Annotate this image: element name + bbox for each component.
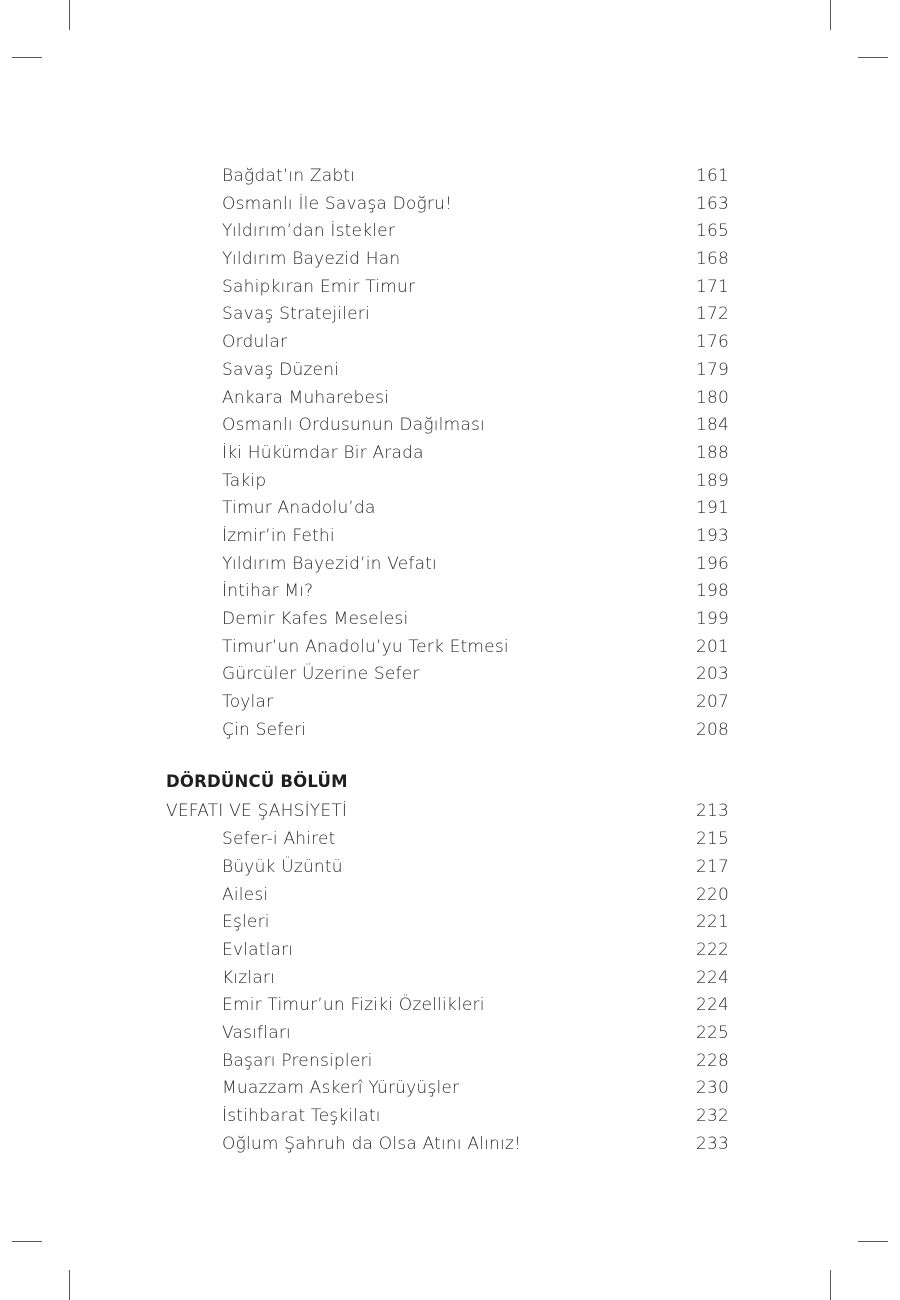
toc-entry[interactable] [0, 1020, 900, 1048]
crop-mark-top-right-horizontal [858, 57, 888, 58]
toc-entry-page-number: 201 [695, 636, 729, 657]
toc-section-row[interactable] [0, 798, 900, 826]
crop-mark-bottom-right-horizontal [858, 1241, 888, 1242]
toc-entry-page-number: 184 [695, 415, 729, 436]
toc-entry-page-number: 189 [695, 470, 729, 491]
toc-entry-title: İntihar Mı? [222, 581, 314, 602]
toc-entry-page-number: 163 [695, 193, 729, 214]
toc-entry[interactable] [0, 689, 900, 717]
crop-mark-bottom-left-vertical [69, 1270, 70, 1300]
toc-entry[interactable] [0, 301, 900, 329]
toc-entry-page-number: 228 [695, 1050, 729, 1071]
toc-entry-page-number: 215 [695, 829, 729, 850]
toc-entry-title: Emir Timur’un Fiziki Özellikleri [222, 995, 485, 1016]
crop-mark-top-right-vertical [830, 0, 831, 30]
toc-entry[interactable] [0, 274, 900, 302]
toc-entry-title: Demir Kafes Meselesi [222, 609, 409, 629]
part-heading [0, 770, 900, 798]
crop-mark-top-left-horizontal [12, 57, 42, 58]
toc-entry-title: Bağdat’ın Zabtı [222, 166, 356, 186]
toc-entry[interactable] [0, 1048, 900, 1076]
toc-entry[interactable] [0, 1103, 900, 1131]
toc-entry[interactable] [0, 523, 900, 551]
toc-entry-title: Osmanlı Ordusunun Dağılması [222, 415, 485, 436]
toc-entry[interactable] [0, 246, 900, 274]
toc-entry[interactable] [0, 329, 900, 357]
toc-entry-title: Toylar [222, 692, 274, 713]
crop-mark-bottom-right-vertical [830, 1270, 831, 1300]
toc-entry[interactable] [0, 163, 900, 191]
toc-entry-page-number: 171 [695, 276, 729, 297]
toc-entry[interactable] [0, 412, 900, 440]
toc-entry[interactable] [0, 937, 900, 965]
toc-entry-title: Savaş Düzeni [222, 359, 340, 380]
toc-entry-title: Vasıfları [222, 1022, 291, 1043]
toc-entry-page-number: 224 [695, 995, 729, 1016]
toc-entry[interactable] [0, 468, 900, 496]
toc-entry-title: Kızları [222, 967, 276, 988]
toc-entry-page-number: 180 [695, 387, 729, 408]
toc-entry-page-number: 208 [695, 719, 729, 740]
toc-entry[interactable] [0, 578, 900, 606]
toc-entry-page-number: 232 [695, 1106, 729, 1126]
toc-list-part4 [0, 826, 900, 1158]
toc-entry-page-number: 176 [695, 332, 729, 353]
toc-entry-title: Ankara Muharebesi [222, 387, 390, 408]
toc-entry-page-number: 161 [695, 166, 729, 186]
toc-entry-title: Yıldırım Bayezid’in Vefatı [222, 553, 437, 574]
toc-entry-page-number: 224 [695, 967, 729, 988]
toc-entry[interactable] [0, 992, 900, 1020]
toc-entry-page-number: 179 [695, 359, 729, 380]
toc-entry-page-number: 168 [695, 249, 729, 270]
toc-entry[interactable] [0, 495, 900, 523]
crop-mark-top-left-vertical [69, 0, 70, 30]
toc-entry-title: Timur’un Anadolu’yu Terk Etmesi [222, 636, 509, 657]
toc-entry[interactable] [0, 826, 900, 854]
toc-entry-title: Takip [222, 470, 267, 491]
toc-list-part3 [0, 163, 900, 744]
toc-entry-title: Yıldırım’dan İstekler [222, 221, 396, 242]
toc-entry-title: Timur Anadolu’da [222, 498, 376, 519]
toc-entry-title: Gürcüler Üzerine Sefer [222, 664, 420, 685]
toc-entry[interactable] [0, 909, 900, 937]
crop-mark-bottom-left-horizontal [12, 1241, 42, 1242]
toc-entry-title: Oğlum Şahruh da Olsa Atını Alınız! [222, 1133, 522, 1154]
toc-entry[interactable] [0, 717, 900, 745]
toc-entry-title: Evlatları [222, 939, 294, 960]
toc-entry[interactable] [0, 218, 900, 246]
part-heading-label: DÖRDÜNCÜ BÖLÜM [166, 772, 348, 792]
toc-entry-page-number: 165 [695, 221, 729, 242]
toc-entry-page-number: 220 [695, 884, 729, 905]
toc-entry-title: Ailesi [222, 884, 269, 905]
toc-entry-page-number: 233 [695, 1133, 729, 1154]
toc-entry-title: Büyük Üzüntü [222, 856, 343, 877]
toc-entry[interactable] [0, 1075, 900, 1103]
toc-section-title: VEFATI VE ŞAHSİYETİ [166, 801, 348, 822]
toc-entry-page-number: 191 [695, 498, 729, 519]
toc-entry-title: Yıldırım Bayezid Han [222, 249, 401, 270]
toc-entry[interactable] [0, 882, 900, 910]
toc-entry-page-number: 193 [695, 525, 729, 546]
toc-entry[interactable] [0, 661, 900, 689]
toc-entry-title: Sefer-i Ahiret [222, 829, 336, 850]
toc-entry[interactable] [0, 551, 900, 579]
toc-entry[interactable] [0, 357, 900, 385]
toc-entry-title: Sahipkıran Emir Timur [222, 276, 416, 297]
toc-entry-page-number: 188 [695, 442, 729, 463]
toc-entry[interactable] [0, 191, 900, 219]
table-of-contents [0, 163, 900, 1158]
toc-entry-title: İstihbarat Teşkilatı [222, 1106, 381, 1126]
toc-entry-page-number: 199 [695, 609, 729, 629]
toc-entry-title: Savaş Stratejileri [222, 304, 370, 325]
toc-entry-title: Osmanlı İle Savaşa Doğru! [222, 193, 453, 214]
toc-entry[interactable] [0, 1131, 900, 1159]
toc-entry-title: Çin Seferi [222, 719, 307, 740]
toc-entry[interactable] [0, 634, 900, 662]
toc-entry-page-number: 230 [695, 1078, 729, 1099]
toc-entry[interactable] [0, 854, 900, 882]
toc-entry-title: İzmir’in Fethi [222, 525, 335, 546]
toc-entry-page-number: 221 [695, 912, 729, 933]
toc-entry-page-number: 172 [695, 304, 729, 325]
toc-entry-title: Başarı Prensipleri [222, 1050, 373, 1071]
toc-entry-page-number: 225 [695, 1022, 729, 1043]
toc-entry-title: Ordular [222, 332, 288, 353]
toc-entry-title: Eşleri [222, 912, 270, 933]
toc-entry-page-number: 196 [695, 553, 729, 574]
toc-entry-page-number: 203 [695, 664, 729, 685]
toc-entry-page-number: 207 [695, 692, 729, 713]
toc-entry-page-number: 217 [695, 856, 729, 877]
toc-entry[interactable] [0, 965, 900, 993]
toc-entry[interactable] [0, 385, 900, 413]
toc-entry-title: İki Hükümdar Bir Arada [222, 442, 424, 463]
toc-entry[interactable] [0, 440, 900, 468]
toc-entry-page-number: 222 [695, 939, 729, 960]
toc-section-page-number: 213 [695, 801, 729, 822]
toc-entry[interactable] [0, 606, 900, 634]
toc-entry-page-number: 198 [695, 581, 729, 602]
toc-entry-title: Muazzam Askerî Yürüyüşler [222, 1078, 460, 1099]
